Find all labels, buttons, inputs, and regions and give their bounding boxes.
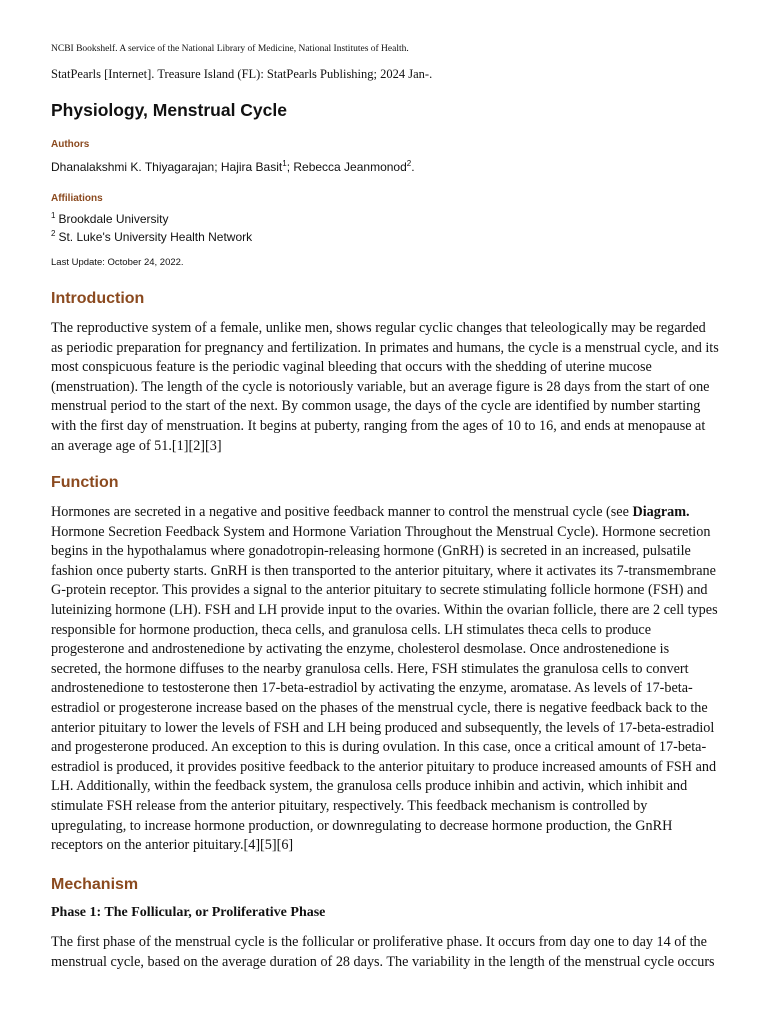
affiliation-item xyxy=(51,230,252,244)
function-paragraph xyxy=(51,503,719,856)
introduction-references[interactable]: [1][2][3] xyxy=(171,437,222,454)
affiliation-name: St. Luke's University Health Network xyxy=(58,230,253,244)
author-affil-sup-1[interactable]: 1 xyxy=(282,159,287,168)
last-update: Last Update: October 24, 2022. xyxy=(51,257,184,268)
ncbi-masthead: NCBI Bookshelf. A service of the National Library of Medicine, National Institutes of Health. xyxy=(51,44,409,54)
affiliation-number: 1 xyxy=(51,211,56,220)
phase-1-subheading: Phase 1: The Follicular, or Proliferative Phase xyxy=(51,905,326,920)
authors-label: Authors xyxy=(51,139,90,150)
affiliations-label: Affiliations xyxy=(51,193,103,204)
affiliation-item xyxy=(51,212,169,226)
diagram-link[interactable]: Diagram. xyxy=(632,504,690,520)
function-text-after: Hormone Secretion Feedback System and Hormone Variation Throughout the Menstrual Cycle). Hormone secretion begins in the hypothalamus where gonadotropin-releasing hormone (GnRH) is secreted in an increased, pulsatile fashion once puberty starts. GnRH is then transported to the anterior pituitary, where it activates its 7-transmembrane G-protein receptor. This provides a signal to the anterior pituitary to secrete stimulating follicle hormone (FSH) and luteinizing hormone (LH). FSH and LH provide input to the ovaries. Within the ovarian follicle, there are 2 cell types responsible for hormone production, theca cells, and granulosa cells. LH stimulates theca cells to produce progesterone and androstenedione by activating the enzyme, cholesterol desmolase. Once androstenedione is secreted, the hormone diffuses to the nearby granulosa cells. Here, FSH stimulates the granulosa cells to convert androstenedione to testosterone then 17-beta-estradiol by activating the enzyme, aromatase. As levels of 17-beta-estradiol or progesterone increase based on the phases of the menstrual cycle, there is negative feedback back to the anterior pituitary to lower the levels of FSH and LH being produced and subsequently, the levels of 17-beta-estradiol and progesterone produced. An exception to this is during ovulation. In this case, once a critical amount of 17-beta-estradiol is produced, it provides positive feedback to the anterior pituitary to produce increased amounts of FSH and LH. Additionally, within the feedback system, the granulosa cells produce inhibin and activin, which inhibit and stimulate FSH release from the anterior pituitary, respectively. This feedback mechanism is controlled by upregulating, to increase hormone production, or downregulating to decrease hormone production, the GnRH receptors on the anterior pituitary. xyxy=(51,523,718,854)
affiliation-name: Brookdale University xyxy=(58,212,169,226)
function-references[interactable]: [4][5][6] xyxy=(243,837,294,854)
section-heading-function: Function xyxy=(51,474,119,491)
introduction-paragraph xyxy=(51,319,719,456)
authors-part-2[interactable]: ; Rebecca Jeanmonod xyxy=(286,160,407,174)
section-heading-introduction: Introduction xyxy=(51,290,145,307)
citation-line: StatPearls [Internet]. Treasure Island (FL): StatPearls Publishing; 2024 Jan-. xyxy=(51,67,433,81)
authors-list xyxy=(51,160,415,174)
affiliation-number: 2 xyxy=(51,229,56,238)
function-text-before: Hormones are secreted in a negative and positive feedback manner to control the menstrual cycle (see xyxy=(51,504,633,520)
section-heading-mechanism: Mechanism xyxy=(51,876,139,893)
author-affil-sup-2[interactable]: 2 xyxy=(406,159,412,168)
mechanism-paragraph: The first phase of the menstrual cycle is the follicular or proliferative phase. It occurs from day one to day 14 of the menstrual cycle, based on the average duration of 28 days. The variability in the length of the menstrual cycle occurs xyxy=(51,934,715,970)
introduction-text: The reproductive system of a female, unlike men, shows regular cyclic changes that teleologically may be regarded as periodic preparation for pregnancy and fertilization. In primates and humans, the cycle is a menstrual cycle, and its most conspicuous feature is the periodic vaginal bleeding that occurs with the shedding of uterine mucose (menstruation). The length of the cycle is notoriously variable, but an average figure is 28 days from the start of one menstrual period to the start of the next. By common usage, the days of the cycle are identified by number starting with the first day of menstruation. It begins at puberty, ranging from the ages of 10 to 16, and ends at menopause at an average age of 51. xyxy=(51,320,719,454)
authors-end: . xyxy=(411,160,415,174)
page-title: Physiology, Menstrual Cycle xyxy=(51,100,287,120)
authors-part-1[interactable]: Dhanalakshmi K. Thiyagarajan; Hajira Basit xyxy=(51,160,283,174)
